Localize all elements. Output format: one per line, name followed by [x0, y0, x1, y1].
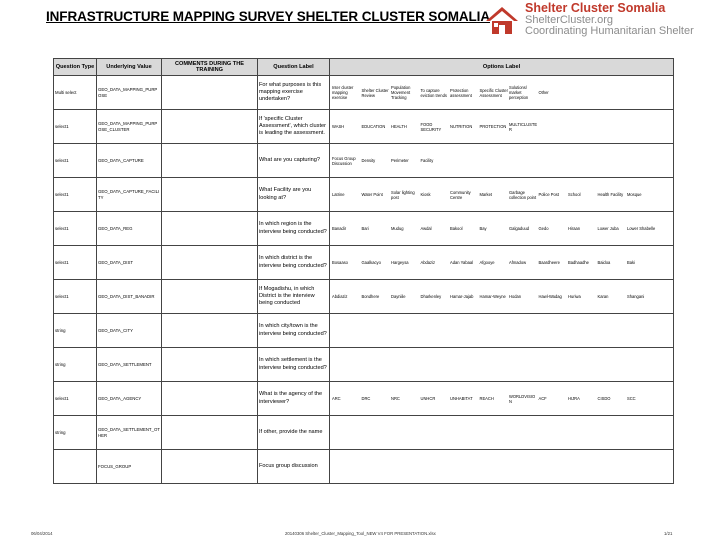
option-label: PROTECTION: [479, 124, 507, 129]
underlying-value-cell: GEO_DATA_SETTLEMENT_OTHER: [97, 416, 162, 450]
option-label: Shelter Cluster Review: [361, 87, 389, 98]
option-label: Protection assessment: [450, 87, 472, 98]
table-header-row: [54, 59, 674, 76]
footer-date: 06/04/2014: [31, 531, 53, 536]
option-label: Police Post: [538, 192, 559, 197]
options-cell: [330, 280, 674, 314]
option-label: Inter cluster mapping exercise: [332, 85, 354, 100]
option-label: Gedo: [538, 226, 549, 231]
option-label: FOOD SECURITY: [420, 121, 442, 132]
question-type-cell: select1: [54, 212, 97, 246]
footer-page-number: 1/21: [664, 531, 673, 536]
option-label: Latrine: [332, 192, 345, 197]
comment-cell: [162, 110, 258, 144]
option-label: Hawl-Wadag: [538, 294, 562, 299]
option-label: Water Point: [361, 192, 383, 197]
option-label: Badhaadhe: [568, 260, 589, 265]
header-comments: COMMENTS DURING THE TRAINING: [162, 59, 258, 76]
option-label: Bakool: [450, 226, 463, 231]
question-type-cell: select1: [54, 280, 97, 314]
question-type-cell: select1: [54, 178, 97, 212]
option-label: ARC: [332, 396, 341, 401]
header-question-label: Question Label: [258, 59, 330, 76]
option-label: Perimeter: [391, 158, 409, 163]
comment-cell: [162, 382, 258, 416]
table-body: [54, 76, 674, 484]
underlying-value-cell: GEO_DATA_DIST: [97, 246, 162, 280]
options-cell: [330, 178, 674, 212]
comment-cell: [162, 178, 258, 212]
option-label: Focus Group Discussion: [332, 155, 356, 166]
options-cell: [330, 450, 674, 484]
option-label: SCC: [627, 396, 636, 401]
option-label: Density: [361, 158, 376, 163]
option-label: Kiosk: [420, 192, 431, 197]
question-label-cell: Focus group discussion: [258, 450, 330, 484]
comment-cell: [162, 212, 258, 246]
comment-cell: [162, 416, 258, 450]
underlying-value-cell: GEO_DATA_REG: [97, 212, 162, 246]
question-label-cell: In which district is the interview being conducted?: [258, 246, 330, 280]
table-row: [54, 144, 674, 178]
option-label: Hamar-Jajab: [450, 294, 474, 299]
comment-cell: [162, 314, 258, 348]
option-label: ACF: [538, 396, 547, 401]
question-type-cell: string: [54, 416, 97, 450]
question-label-cell: What is the agency of the interviewer?: [258, 382, 330, 416]
option-label: Baardheere: [538, 260, 560, 265]
option-label: EDUCATION: [361, 124, 386, 129]
header-options-label: Options Label: [330, 59, 674, 76]
option-label: Lower Juba: [597, 226, 619, 231]
question-label-cell: In which city/town is the interview being conducted?: [258, 314, 330, 348]
survey-table: [53, 58, 674, 484]
option-label: Huriwa: [568, 294, 581, 299]
option-label: Dharkenley: [420, 294, 442, 299]
question-label-cell: If 'specific Cluster Assessment', which cluster is leading the assessment.: [258, 110, 330, 144]
underlying-value-cell: GEO_DATA_CAPTURE_FACILITY: [97, 178, 162, 212]
option-label: To capture eviction trends: [420, 87, 447, 98]
option-label: CISDO: [597, 396, 611, 401]
question-label-cell: If Mogadishu, in which District is the interview being conducted: [258, 280, 330, 314]
option-label: Banadir: [332, 226, 347, 231]
table-row: [54, 110, 674, 144]
underlying-value-cell: GEO_DATA_CAPTURE: [97, 144, 162, 178]
question-type-cell: string: [54, 314, 97, 348]
option-label: Hiraan: [568, 226, 581, 231]
option-label: NRC: [391, 396, 400, 401]
option-label: Awdal: [420, 226, 432, 231]
table-row: [54, 280, 674, 314]
underlying-value-cell: GEO_DATA_AGENCY: [97, 382, 162, 416]
underlying-value-cell: GEO_DATA_CITY: [97, 314, 162, 348]
option-label: Karan: [597, 294, 609, 299]
question-label-cell: In which settlement is the interview being conducted?: [258, 348, 330, 382]
comment-cell: [162, 450, 258, 484]
option-label: Afgooye: [479, 260, 495, 265]
comment-cell: [162, 348, 258, 382]
header-underlying-value: Underlying Value: [97, 59, 162, 76]
logo-line-1: Shelter Cluster Somalia: [525, 1, 666, 15]
shelter-cluster-logo: [484, 3, 706, 43]
option-label: Specific Cluster Assessment: [479, 87, 508, 98]
option-label: Baki: [627, 260, 635, 265]
option-label: Solar lighting post: [391, 189, 415, 200]
house-logo-icon: [484, 5, 520, 35]
options-cell: [330, 382, 674, 416]
option-label: Lower Shabelle: [627, 226, 656, 231]
page-title: INFRASTRUCTURE MAPPING SURVEY SHELTER CLUSTER SOMALIA: [46, 9, 490, 24]
option-label: Gaalkacyo: [361, 260, 381, 265]
option-label: Mosque: [627, 192, 642, 197]
option-label: Community Centre: [450, 189, 471, 200]
option-label: Baidoa: [597, 260, 611, 265]
option-label: Hamar-Weyne: [479, 294, 506, 299]
comment-cell: [162, 144, 258, 178]
option-label: Market: [479, 192, 493, 197]
header-question-type: Question Type: [54, 59, 97, 76]
logo-line-2: ShelterCluster.org: [525, 13, 614, 26]
option-label: Abdiaziz: [332, 294, 348, 299]
options-cell: [330, 110, 674, 144]
option-label: Solutions/ market perception: [509, 85, 529, 100]
option-label: Other: [538, 90, 549, 95]
option-label: Hargeysa: [391, 260, 409, 265]
option-label: MULTICLUSTER: [509, 121, 538, 132]
question-label-cell: What are you capturing?: [258, 144, 330, 178]
question-type-cell: Multi select: [54, 76, 97, 110]
underlying-value-cell: GEO_DATA_SETTLEMENT: [97, 348, 162, 382]
option-label: Abdaziz: [420, 260, 436, 265]
option-label: DRC: [361, 396, 371, 401]
table-row: [54, 450, 674, 484]
table-row: [54, 416, 674, 450]
question-type-cell: select1: [54, 246, 97, 280]
option-label: Bari: [361, 226, 369, 231]
option-label: Bosaaso: [332, 260, 348, 265]
options-cell: [330, 416, 674, 450]
question-label-cell: In which region is the interview being conducted?: [258, 212, 330, 246]
question-label-cell: What Facility are you looking at?: [258, 178, 330, 212]
option-label: Facility: [420, 158, 434, 163]
option-label: Garbage collection point: [509, 189, 537, 200]
option-label: Hodan: [509, 294, 522, 299]
question-label-cell: If other, provide the name: [258, 416, 330, 450]
table-row: [54, 178, 674, 212]
comment-cell: [162, 280, 258, 314]
option-label: Shangani: [627, 294, 645, 299]
comment-cell: [162, 76, 258, 110]
question-type-cell: select1: [54, 110, 97, 144]
table-row: [54, 348, 674, 382]
question-type-cell: [54, 450, 97, 484]
option-label: Mudug: [391, 226, 404, 231]
option-label: HIJRA: [568, 396, 580, 401]
option-label: UNHABITAT: [450, 396, 473, 401]
option-label: Bondhere: [361, 294, 380, 299]
question-type-cell: select1: [54, 144, 97, 178]
option-label: Dayniile: [391, 294, 406, 299]
option-label: WORLDVISION: [509, 393, 536, 404]
comment-cell: [162, 246, 258, 280]
table-row: [54, 246, 674, 280]
option-label: Galgaduud: [509, 226, 530, 231]
underlying-value-cell: GEO_DATA_MAPPING_PURPOSE: [97, 76, 162, 110]
options-cell: [330, 314, 674, 348]
table-row: [54, 212, 674, 246]
option-label: NUTRITION: [450, 124, 473, 129]
question-label-cell: For what purposes is this mapping exercise undertaken?: [258, 76, 330, 110]
underlying-value-cell: FOCUS_GROUP: [97, 450, 162, 484]
options-cell: [330, 246, 674, 280]
option-label: Afmadow: [509, 260, 527, 265]
option-label: REACH: [479, 396, 494, 401]
underlying-value-cell: GEO_DATA_MAPPING_PURPOSE_CLUSTER: [97, 110, 162, 144]
option-label: HEALTH: [391, 124, 407, 129]
underlying-value-cell: GEO_DATA_DIST_BANADIR: [97, 280, 162, 314]
table-row: [54, 382, 674, 416]
option-label: Population Movement Tracking: [391, 85, 411, 100]
logo-line-3: Coordinating Humanitarian Shelter: [525, 25, 694, 37]
option-label: WASH: [332, 124, 345, 129]
footer-filename: 20140306 Shelter_Cluster_Mapping_Tool_NEW V4 FOR PRESENTATION.xlsx: [285, 531, 436, 536]
option-label: Bay: [479, 226, 487, 231]
option-label: UNHCR: [420, 396, 436, 401]
question-type-cell: select1: [54, 382, 97, 416]
options-cell: [330, 348, 674, 382]
options-cell: [330, 144, 674, 178]
option-label: School: [568, 192, 581, 197]
options-cell: [330, 76, 674, 110]
option-label: Health Facility: [597, 192, 624, 197]
options-cell: [330, 212, 674, 246]
table-row: [54, 314, 674, 348]
table-row: [54, 76, 674, 110]
option-label: Adan Yabaal: [450, 260, 474, 265]
question-type-cell: string: [54, 348, 97, 382]
